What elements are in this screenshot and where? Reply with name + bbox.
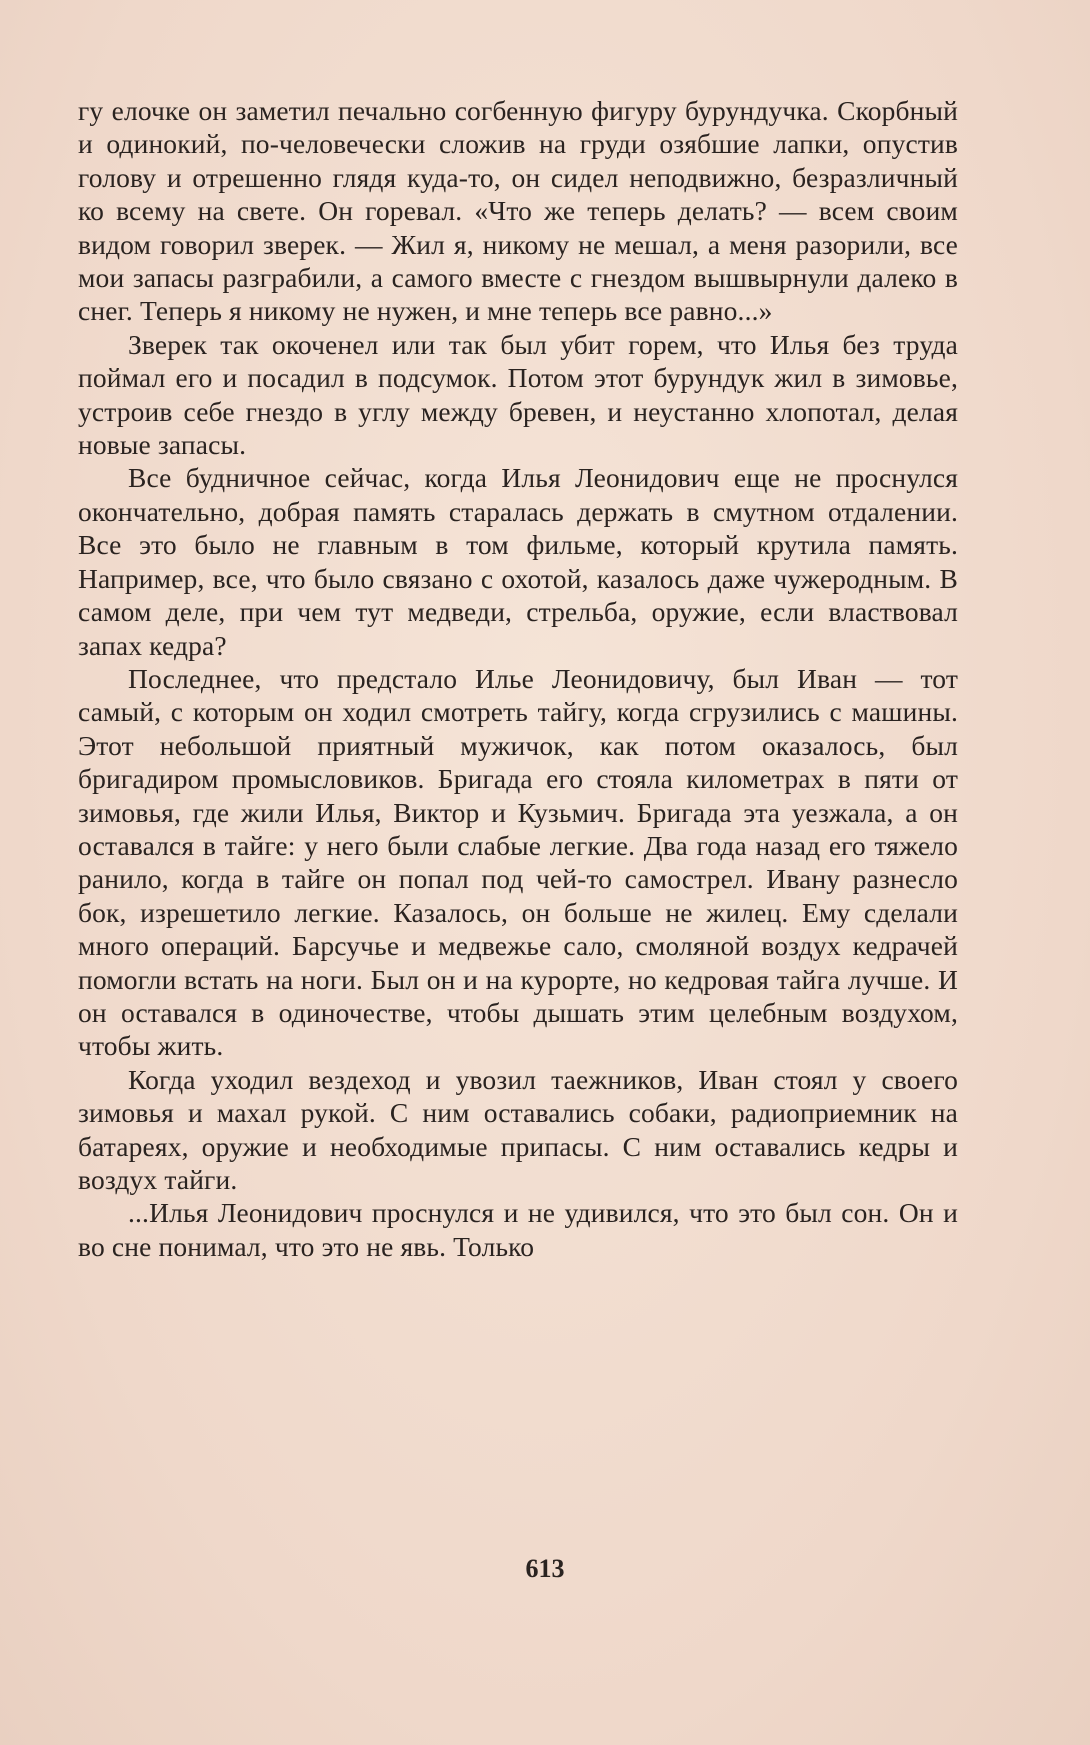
page-number: 613 [525,1554,565,1583]
paragraph: гу елочке он заметил печально согбенную фигуру бурундучка. Скорбный и одинокий, по-человечески сложив на груди озябшие лапки, опустив голову и отрешенно глядя куда-то, он сидел неподвижно, безразличный ко всему на свете. Он горевал. «Что же теперь делать? — всем своим видом говорил зверек. — Жил я, никому не мешал, а меня разорили, все мои запасы разграбили, а самого вместе с гнездом вышвырнули далеко в снег. Теперь я никому не нужен, и мне теперь все равно...» [78,95,958,327]
paragraph: ...Илья Леонидович проснулся и не удивился, что это был сон. Он и во сне понимал, что это не явь. Только [78,1197,958,1262]
paragraph: Все будничное сейчас, когда Илья Леонидович еще не проснулся окончательно, добрая память старалась держать в смутном отдалении. Все это было не главным в том фильме, который крутила память. Например, все, что было связано с охотой, казалось даже чужеродным. В самом деле, при чем тут медведи, стрельба, оружие, если властвовал запах кедра? [78,462,958,661]
page-text [78,94,958,1263]
paragraph: Зверек так окоченел или так был убит горем, что Илья без труда поймал его и посадил в подсумок. Потом этот бурундук жил в зимовье, устроив себе гнездо в углу между бревен, и неустанно хлопотал, делая новые запасы. [78,328,958,461]
paragraph: Когда уходил вездеход и увозил таежников, Иван стоял у своего зимовья и махал рукой. С ним оставались собаки, радиоприемник на батареях, оружие и необходимые припасы. С ним оставались кедры и воздух тайги. [78,1063,958,1195]
paragraph: Последнее, что предстало Илье Леонидовичу, был Иван — тот самый, с которым он ходил смотреть тайгу, когда сгрузились с машины. Этот небольшой приятный мужичок, как потом оказалось, был бригадиром промысловиков. Бригада его стояла километрах в пяти от зимовья, где жили Илья, Виктор и Кузьмич. Бригада эта уезжала, а он оставался в тайге: у него были слабые легкие. Два года назад его тяжело ранило, когда в тайге он попал под чей-то самострел. Ивану разнесло бок, изрешетило легкие. Казалось, он больше не жилец. Ему сделали много операций. Барсучье и медвежье сало, смоляной воздух кедрачей помогли встать на ноги. Был он и на курорте, но кедровая тайга лучше. И он оставался в одиночестве, чтобы дышать этим целебным воздухом, чтобы жить. [78,662,958,1062]
